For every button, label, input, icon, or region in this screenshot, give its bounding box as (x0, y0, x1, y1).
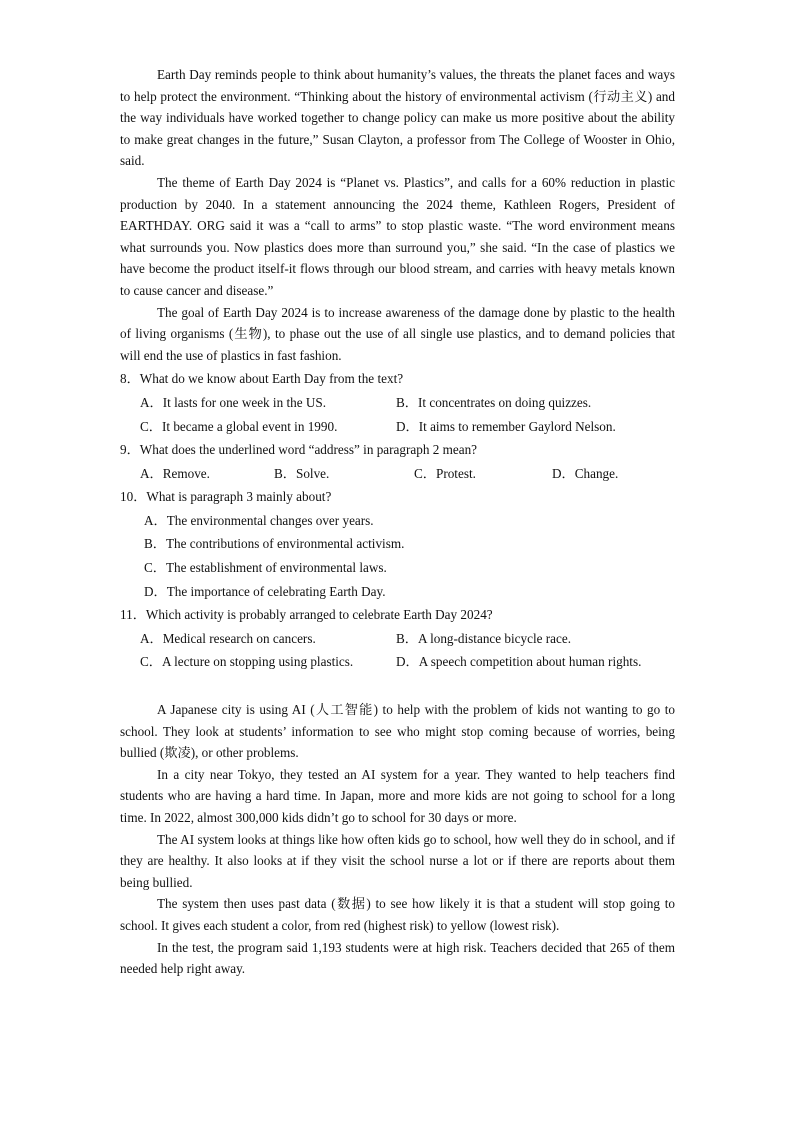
question-9-stem: 9．What does the underlined word “address” in paragraph 2 mean? (120, 442, 478, 458)
question-10-option-b[interactable]: B．The contributions of environmental activism. (144, 536, 405, 552)
question-8-stem: 8．What do we know about Earth Day from the text? (120, 371, 404, 387)
question-10 (120, 486, 675, 602)
question-8-option-c[interactable]: C．It became a global event in 1990. (140, 418, 338, 434)
question-11-option-b[interactable]: B．A long-distance bicycle race. (396, 630, 572, 646)
question-8-option-a[interactable]: A．It lasts for one week in the US. (140, 394, 327, 410)
question-10-stem: 10．What is paragraph 3 mainly about? (120, 489, 332, 505)
question-8-option-b[interactable]: B．It concentrates on doing quizzes. (396, 394, 592, 410)
question-8-options (120, 392, 675, 437)
question-8-option-d[interactable]: D．It aims to remember Gaylord Nelson. (396, 418, 616, 434)
passage-a-paragraph-3: The goal of Earth Day 2024 is to increase awareness of the damage done by plastic to the health of living organisms (生物), to phase out the use of all single use plastics, and to demand policies that will end the use of plastics in fast fashion. (120, 304, 675, 363)
question-9-option-a[interactable]: A．Remove. (140, 465, 210, 481)
question-11-options (120, 628, 675, 673)
question-10-option-c[interactable]: C．The establishment of environmental laws. (144, 560, 387, 576)
passage-b-paragraph-2: In a city near Tokyo, they tested an AI system for a year. They wanted to help teachers find students who are having a hard time. In Japan, more and more kids are not going to school for a long time. In 2022, almost 300,000 kids didn’t go to school for 30 days or more. (120, 766, 675, 825)
passage-a (120, 64, 675, 366)
question-11-stem: 11．Which activity is probably arranged to celebrate Earth Day 2024? (120, 607, 493, 623)
question-8 (120, 368, 675, 437)
question-11-option-c[interactable]: C．A lecture on stopping using plastics. (140, 654, 354, 670)
question-9-option-b[interactable]: B．Solve. (274, 465, 330, 481)
question-list (120, 368, 675, 673)
question-9 (120, 439, 675, 484)
question-9-option-d[interactable]: D．Change. (552, 465, 619, 481)
question-9-option-c[interactable]: C．Protest. (414, 465, 476, 481)
question-10-option-a[interactable]: A．The environmental changes over years. (144, 512, 374, 528)
question-11-option-d[interactable]: D．A speech competition about human rights. (396, 654, 642, 670)
passage-b-paragraph-4: The system then uses past data (数据) to see how likely it is that a student will stop going to school. It gives each student a color, from red (highest risk) to yellow (lowest risk). (120, 896, 675, 933)
question-11 (120, 604, 675, 673)
question-10-option-d[interactable]: D．The importance of celebrating Earth Day. (144, 583, 386, 599)
question-10-options (120, 510, 675, 602)
question-9-options (120, 463, 675, 485)
passage-b-paragraph-5: In the test, the program said 1,193 students were at high risk. Teachers decided that 265 of them needed help right away. (120, 939, 675, 977)
passage-b-paragraph-1: A Japanese city is using AI (人工智能) to help with the problem of kids not wanting to go to school. They look at students’ information to see who might stop coming because of worries, being bullied (欺凌), or other problems. (120, 702, 675, 761)
passage-a-paragraph-2: The theme of Earth Day 2024 is “Planet vs. Plastics”, and calls for a 60% reduction in plastic production by 2040. In a statement announcing the 2024 theme, Kathleen Rogers, President of EARTHDAY. ORG said it was a “call to arms” to stop plastic waste. “The word environment means what surrounds you. Now plastics does more than surround you,” she said. “In the case of plastics we have become the product itself-it flows through our blood stream, and carries with heavy metals known to cause cancer and disease.” (120, 174, 675, 298)
passage-a-paragraph-1: Earth Day reminds people to think about humanity’s values, the threats the planet faces and ways to help protect the environment. “Thinking about the history of environmental activism (行动主义) and the way individuals have worked together to change policy can make us more positive about the ability to make great changes in the future,” Susan Clayton, a professor from The College of Wooster in Ohio, said. (120, 67, 675, 169)
question-11-option-a[interactable]: A．Medical research on cancers. (140, 630, 316, 646)
passage-b (120, 699, 675, 980)
passage-b-paragraph-3: The AI system looks at things like how often kids go to school, how well they do in school, and if they are healthy. It also looks at if they visit the school nurse a lot or if there are reports about them being bullied. (120, 831, 675, 890)
